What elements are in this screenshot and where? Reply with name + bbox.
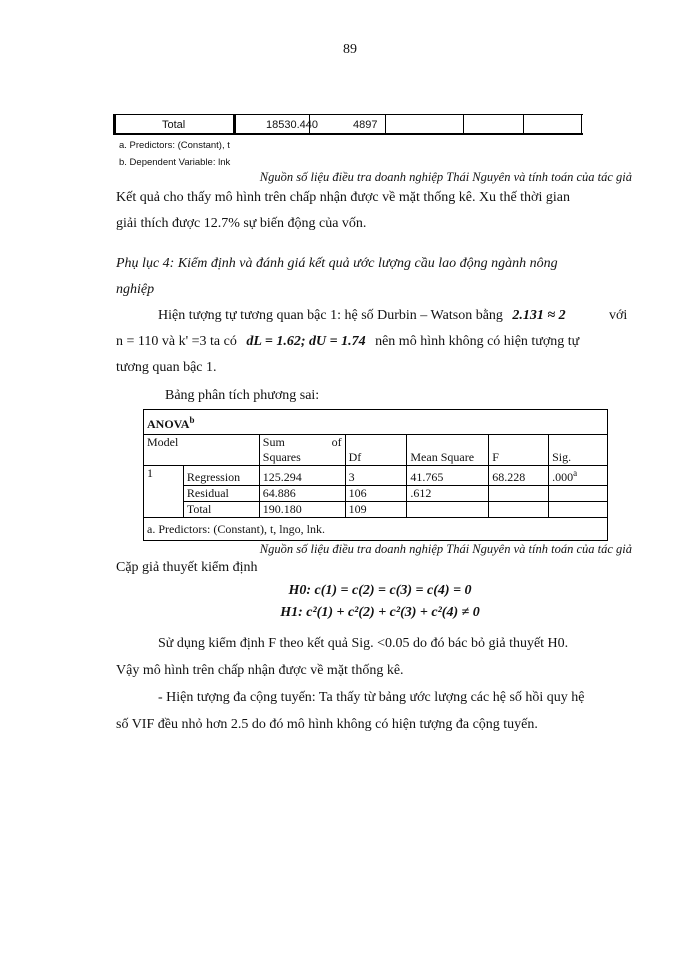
h0-equation: H0: c(1) = c(2) = c(3) = c(4) = 0 bbox=[288, 583, 472, 598]
row-label: Total bbox=[183, 502, 259, 518]
paragraph-line: Kết quả cho thấy mô hình trên chấp nhận được về mặt thống kê. Xu thế thời gian bbox=[116, 190, 570, 205]
dw-line-1 bbox=[158, 302, 566, 329]
table-cell-sum-of-squares: 18530.440 bbox=[266, 119, 318, 131]
page-number: 89 bbox=[343, 42, 357, 57]
paragraph-line: Sử dụng kiểm định F theo kết quả Sig. <0.05 do đó bác bỏ giả thuyết H0. bbox=[158, 636, 569, 651]
header-mean-square: Mean Square bbox=[407, 435, 489, 466]
table-row bbox=[144, 502, 608, 518]
header-f: F bbox=[489, 435, 549, 466]
header-sum-of-squares: Sum of Squares bbox=[259, 435, 345, 466]
appendix-heading: Phụ lục 4: Kiểm định và đánh giá kết quả ước lượng cầu lao động ngành nông bbox=[116, 256, 558, 271]
anova-table bbox=[143, 409, 608, 541]
h1-equation: H1: c²(1) + c²(2) + c²(3) + c²(4) ≠ 0 bbox=[280, 605, 480, 620]
cell-ss: 190.180 bbox=[259, 502, 345, 518]
table-row bbox=[144, 466, 608, 486]
dw-text: Hiện tượng tự tương quan bậc 1: hệ số Durbin – Watson bằng bbox=[158, 308, 503, 323]
row-label: Regression bbox=[183, 466, 259, 486]
regression-summary-table-fragment bbox=[113, 114, 583, 135]
cell-empty bbox=[489, 502, 549, 518]
cell-ms: 41.765 bbox=[407, 466, 489, 486]
cell-ss: 64.886 bbox=[259, 486, 345, 502]
hypothesis-intro: Cặp giả thuyết kiểm định bbox=[116, 560, 258, 575]
dw-text: nên mô hình không có hiện tượng tự bbox=[375, 334, 580, 349]
dw-line-2 bbox=[116, 328, 579, 355]
anova-intro: Bảng phân tích phương sai: bbox=[165, 388, 320, 403]
cell-ms: .612 bbox=[407, 486, 489, 502]
header-sig: Sig. bbox=[549, 435, 608, 466]
anova-title: ANOVA$^b$ bbox=[144, 410, 608, 435]
cell-f: 68.228 bbox=[489, 466, 549, 486]
dw-bounds-formula: dL = 1.62; dU = 1.74 bbox=[246, 334, 366, 349]
paragraph-line: Vậy mô hình trên chấp nhận được về mặt thống kê. bbox=[116, 663, 404, 678]
table-note-dependent: b. Dependent Variable: lnk bbox=[119, 157, 231, 168]
model-number: 1 bbox=[144, 466, 184, 518]
table-cell-df: 4897 bbox=[353, 119, 378, 131]
dw-line-1-end: với bbox=[609, 308, 628, 323]
dw-text: n = 110 và k' =3 ta có bbox=[116, 334, 237, 349]
source-note: Nguồn số liệu điều tra doanh nghiệp Thái Nguyên và tính toán của tác giả bbox=[259, 170, 632, 184]
dw-line-3: tương quan bậc 1. bbox=[116, 360, 217, 375]
dw-formula: 2.131 ≈ 2 bbox=[512, 308, 566, 323]
cell-sig: .000$^a$ bbox=[549, 466, 608, 486]
table-row bbox=[144, 486, 608, 502]
cell-empty bbox=[549, 502, 608, 518]
paragraph-line: giải thích được 12.7% sự biến động của vốn. bbox=[116, 216, 367, 231]
cell-df: 109 bbox=[345, 502, 407, 518]
header-model: Model bbox=[144, 435, 260, 466]
cell-ss: 125.294 bbox=[259, 466, 345, 486]
table-row-label: Total bbox=[162, 119, 186, 131]
cell-empty bbox=[407, 502, 489, 518]
header-df: Df bbox=[345, 435, 407, 466]
cell-empty bbox=[549, 486, 608, 502]
anova-footnote: a. Predictors: (Constant), t, lngo, lnk. bbox=[144, 518, 608, 541]
row-label: Residual bbox=[183, 486, 259, 502]
cell-df: 3 bbox=[345, 466, 407, 486]
appendix-heading-cont: nghiệp bbox=[116, 282, 155, 297]
table-note-predictors: a. Predictors: (Constant), t bbox=[119, 140, 230, 151]
cell-empty bbox=[489, 486, 549, 502]
paragraph-line: số VIF đều nhỏ hơn 2.5 do đó mô hình không có hiện tượng đa cộng tuyến. bbox=[116, 717, 538, 732]
cell-df: 106 bbox=[345, 486, 407, 502]
paragraph-line: - Hiện tượng đa cộng tuyến: Ta thấy từ bảng ước lượng các hệ số hồi quy hệ bbox=[158, 690, 585, 705]
source-note: Nguồn số liệu điều tra doanh nghiệp Thái Nguyên và tính toán của tác giả bbox=[259, 542, 632, 556]
